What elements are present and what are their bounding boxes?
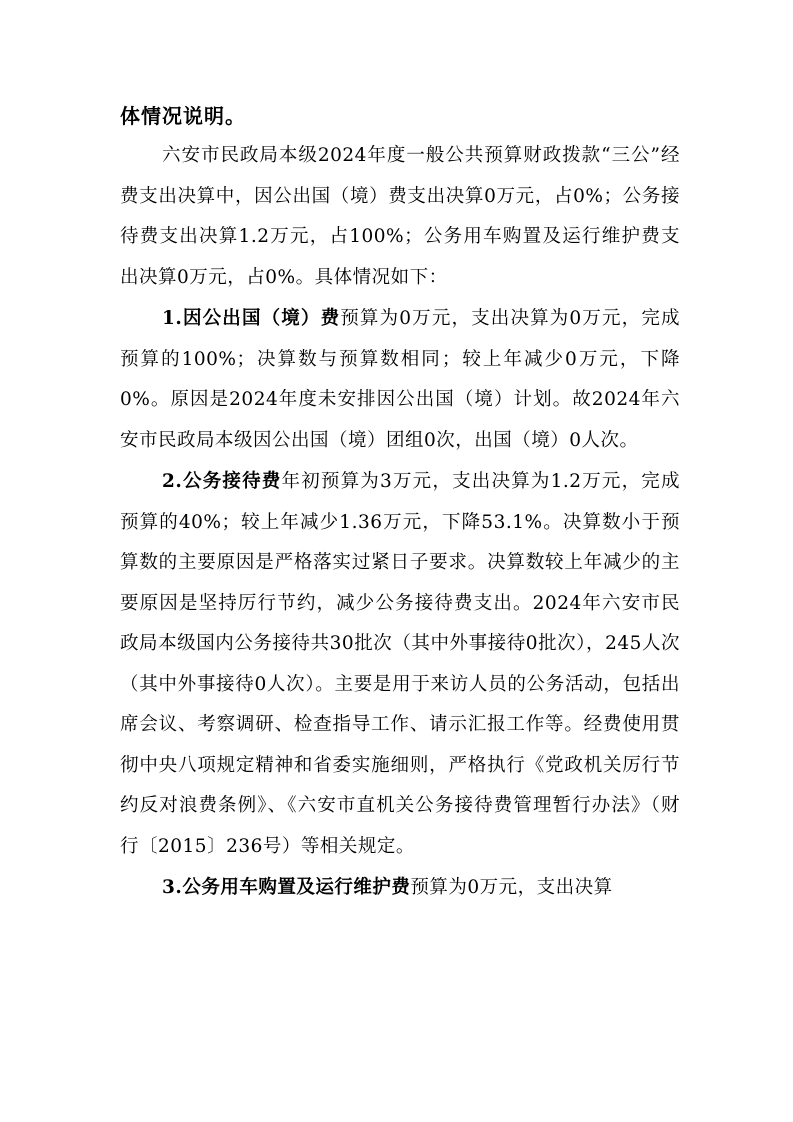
paragraph-official-reception [120,462,680,867]
paragraph-lead: 2.公务接待费 [162,471,282,492]
paragraph-lead: 1.因公出国（境）费 [162,308,341,329]
paragraph-text: 年初预算为3万元，支出决算为1.2万元，完成预算的40%；较上年减少1.36万元，下降53.1%。决算数小于预算数的主要原因是严格落实过紧日子要求。决算数较上年减少的主要原因是坚持厉行节约，减少公务接待费支出。2024年六安市民政局本级国内公务接待共30批次（其中外事接待0批次），245人次（其中外事接待0人次）。主要是用于来访人员的公务活动，包括出席会议、考察调研、检查指导工作、请示汇报工作等。经费使用贯彻中央八项规定精神和省委实施细则，严格执行《党政机关厉行节约反对浪费条例》、《六安市直机关公务接待费管理暂行办法》（财行〔2015〕236号）等相关规定。 [120,471,680,857]
paragraph-official-vehicles [120,868,680,909]
paragraph-overseas-travel [120,299,680,461]
paragraph-text: 预算为0万元，支出决算为0万元，完成预算的100%；决算数与预算数相同；较上年减少0万元，下降0%。原因是2024年度未安排因公出国（境）计划。故2024年六安市民政局本级因公出国（境）团组0次，出国（境）0人次。 [120,308,680,451]
paragraph-text: 六安市民政局本级2024年度一般公共预算财政拨款“三公”经费支出决算中，因公出国（境）费支出决算0万元，占0%；公务接待费支出决算1.2万元，占100%；公务用车购置及运行维护费支出决算0万元，占0%。具体情况如下： [120,145,680,288]
section-heading: 体情况说明。 [120,104,246,128]
paragraph-text: 预算为0万元，支出决算 [410,877,613,898]
paragraph-lead: 3.公务用车购置及运行维护费 [162,877,411,898]
paragraph-summary [120,136,680,298]
document-page [120,96,680,909]
